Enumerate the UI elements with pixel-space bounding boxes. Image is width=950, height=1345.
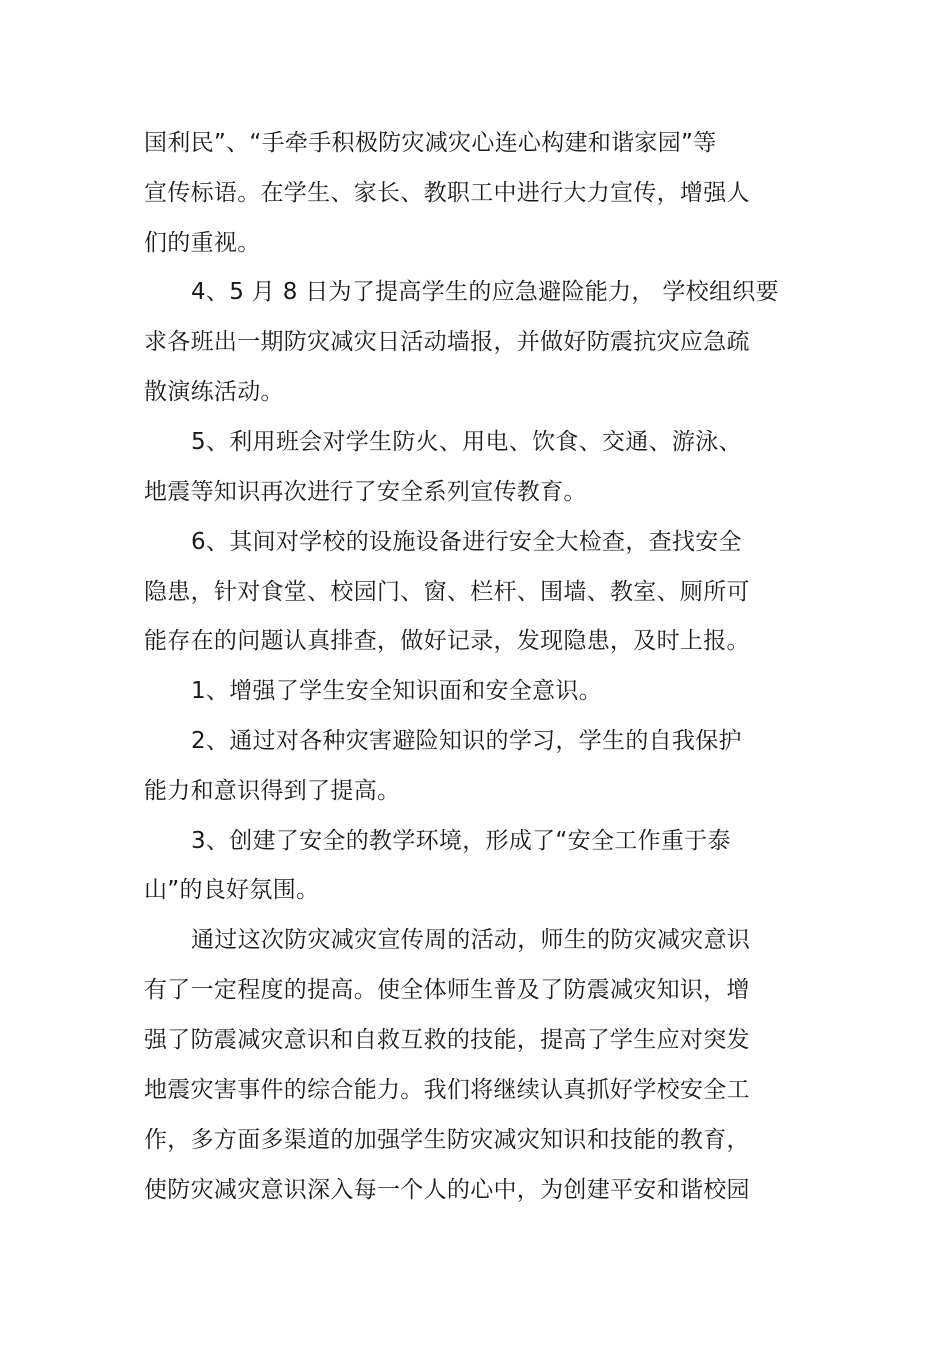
text-line: 地震等知识再次进行了安全系列宣传教育。 (144, 479, 587, 505)
text-line: 地震灾害事件的综合能力。我们将继续认真抓好学校安全工 (144, 1077, 750, 1103)
text-line: 6、其间对学校的设施设备进行安全大检查，查找安全 (191, 529, 742, 555)
text-line: 们的重视。 (144, 230, 261, 256)
text-line: 作，多方面多渠道的加强学生防灾减灾知识和技能的教育， (144, 1127, 750, 1153)
text-line: 隐患，针对食堂、校园门、窗、栏杆、围墙、教室、厕所可 (144, 579, 750, 605)
text-line: 使防灾减灾意识深入每一个人的心中，为创建平安和谐校园 (144, 1177, 750, 1203)
text-line: 求各班出一期防灾减灾日活动墙报，并做好防震抗灾应急疏 (144, 329, 750, 355)
text-line: 通过这次防灾减灾宣传周的活动，师生的防灾减灾意识 (191, 927, 751, 953)
text-line: 强了防震减灾意识和自救互救的技能，提高了学生应对突发 (144, 1027, 750, 1053)
text-line: 山”的良好氛围。 (144, 877, 320, 903)
text-line: 1、增强了学生安全知识面和安全意识。 (191, 678, 603, 704)
text-line: 2、通过对各种灾害避险知识的学习，学生的自我保护 (191, 728, 742, 754)
text-line: 国利民”、“手牵手积极防灾减灾心连心构建和谐家园”等 (144, 130, 717, 156)
text-line: 3、创建了安全的教学环境，形成了“安全工作重于泰 (191, 828, 731, 854)
text-line: 有了一定程度的提高。使全体师生普及了防震减灾知识，增 (144, 977, 750, 1003)
text-line: 能存在的问题认真排查，做好记录，发现隐患，及时上报。 (144, 628, 750, 654)
text-line: 宣传标语。在学生、家长、教职工中进行大力宣传，增强人 (144, 180, 750, 206)
text-line: 散演练活动。 (144, 379, 284, 405)
text-line: 能力和意识得到了提高。 (144, 778, 401, 804)
text-line: 4、5 月 8 日为了提高学生的应急避险能力， 学校组织要 (191, 279, 779, 305)
text-line: 5、利用班会对学生防火、用电、饮食、交通、游泳、 (191, 429, 742, 455)
